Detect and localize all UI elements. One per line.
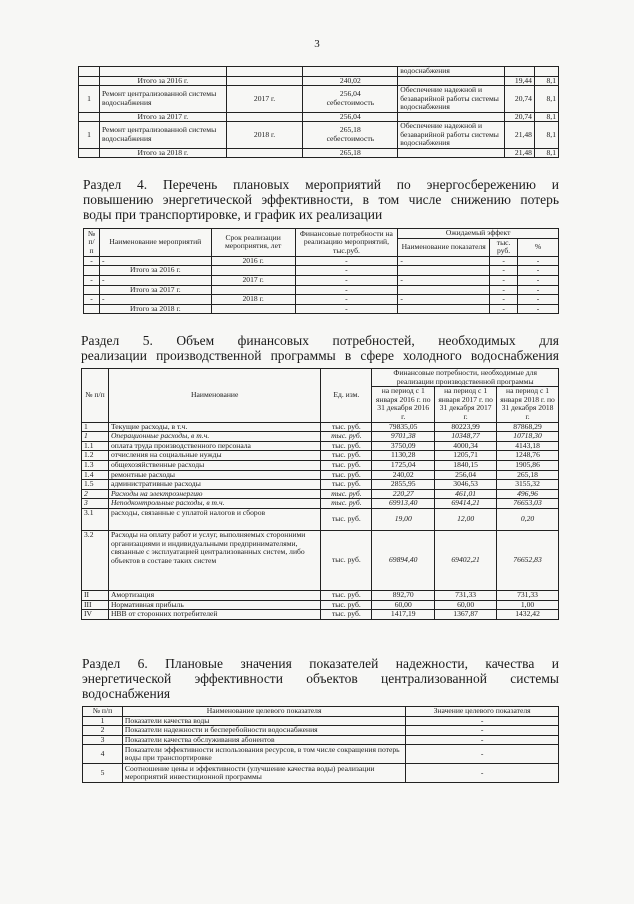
table-cell: -	[84, 295, 100, 305]
table-cell: тыс. руб.	[321, 470, 372, 480]
table-cell: 8,1	[534, 112, 558, 122]
table-cell: 8,1	[534, 76, 558, 86]
col-header: Ед. изм.	[321, 369, 372, 423]
table-cell: Амортизация	[108, 590, 320, 600]
section4-line: воды при транспортировке, и график их реализации	[83, 207, 383, 222]
table-cell: -	[406, 716, 559, 726]
table-cell: 240,02	[372, 470, 435, 480]
col-header: Срок реализации мероприятия, лет	[211, 229, 295, 257]
table-row	[84, 266, 559, 276]
table-cell: 1	[82, 422, 109, 432]
table-cell: 80223,99	[435, 422, 497, 432]
table-cell: -	[398, 275, 490, 285]
table-cell: -	[295, 266, 398, 276]
table-cell	[79, 112, 100, 122]
table-cell	[226, 112, 303, 122]
table-cell: Текущие расходы, в т.ч.	[108, 422, 320, 432]
table-cell: 9701,38	[372, 432, 435, 442]
table-row	[83, 764, 559, 783]
table-cell: Ремонт централизованной системы водоснабжения	[99, 122, 226, 149]
section5-line: Раздел 5. Объем финансовых потребностей, необходимых для	[81, 333, 559, 348]
table-cell: Операционные расходы, в т.ч.	[108, 432, 320, 442]
col-header: Финансовые потребности, необходимые для реализации производственной программы	[372, 369, 559, 387]
table-cell: 731,33	[497, 590, 559, 600]
table-cell: Расходы на электроэнергию	[108, 489, 320, 499]
table-cell: 4000,34	[435, 441, 497, 451]
table-cell: -	[518, 256, 559, 266]
cost-value: 256,04	[339, 89, 361, 99]
table-cell: 1840,15	[435, 460, 497, 470]
table-cell: 1725,04	[372, 460, 435, 470]
table-row	[83, 735, 559, 745]
table-cell: 76652,83	[497, 530, 559, 590]
section6-line: водоснабжения	[82, 686, 171, 701]
table-cell	[303, 122, 398, 149]
table-cell: 69894,40	[372, 530, 435, 590]
table-cell: 69913,40	[372, 499, 435, 509]
table-cell	[79, 148, 100, 158]
table-cell: Показатели эффективности использования ресурсов, в том числе сокращения потерь воды при транспортировке	[122, 745, 405, 764]
page-number: 3	[314, 38, 320, 50]
table-cell: Нормативная прибыль	[108, 600, 320, 610]
cost-note: себестоимость	[326, 133, 375, 143]
table-cell: 4	[83, 745, 123, 764]
table-cell: II	[82, 590, 109, 600]
table-cell: -	[99, 256, 211, 266]
table-cell: тыс. руб.	[321, 451, 372, 461]
table-cell: 2017 г.	[211, 275, 295, 285]
table-cell: НВВ от сторонних потребителей	[108, 610, 320, 620]
table-cell: 12,00	[435, 508, 497, 530]
table-cell: 1248,76	[497, 451, 559, 461]
table-cell: 265,18	[303, 148, 398, 158]
section4-heading	[83, 177, 559, 222]
col-header: № п/ п	[84, 229, 100, 257]
table-cell: 3	[83, 735, 123, 745]
table-cell: 220,27	[372, 489, 435, 499]
table-cell: 8,1	[534, 148, 558, 158]
table-row	[82, 480, 559, 490]
table-cell: -	[99, 275, 211, 285]
table-cell: 2	[82, 489, 109, 499]
table-cell: 3.2	[82, 530, 109, 590]
table-cell	[79, 76, 100, 86]
table-cell: тыс. руб.	[321, 441, 372, 451]
table-cell: -	[518, 285, 559, 295]
table-cell: 1130,28	[372, 451, 435, 461]
table-cell: 1417,19	[372, 610, 435, 620]
table-row	[84, 285, 559, 295]
col-header: Наименование показателя	[398, 238, 490, 256]
section6-heading	[82, 656, 559, 701]
cost-note: себестоимость	[326, 97, 375, 107]
table-cell	[84, 304, 100, 314]
table-cell: Показатели качества обслуживания абонентов	[122, 735, 405, 745]
table-row	[84, 295, 559, 305]
col-header: № п/п	[82, 369, 109, 423]
col-header: № п/п	[83, 707, 123, 717]
table-cell: 60,00	[435, 600, 497, 610]
table-cell: 19,44	[505, 76, 535, 86]
table-cell: 1.5	[82, 480, 109, 490]
table-cell: -	[518, 304, 559, 314]
table-cell: 69402,21	[435, 530, 497, 590]
table-cell: -	[490, 256, 518, 266]
section6-line: Раздел 6. Плановые значения показателей надежности, качества и	[82, 656, 559, 671]
table-row	[82, 460, 559, 470]
table-cell: тыс. руб.	[321, 489, 372, 499]
table-row	[82, 451, 559, 461]
table-cell: Показатели надежности и бесперебойности водоснабжения	[122, 726, 405, 736]
section4-line: Раздел 4. Перечень плановых мероприятий по энергосбережению и	[83, 177, 559, 192]
table-cell: Итого за 2018 г.	[99, 148, 226, 158]
table-cell: -	[84, 256, 100, 266]
section4-line: повышению энергетической эффективности, в том числе снижению потерь	[83, 192, 559, 207]
col-header: на период с 1 января 2016 г. по 31 декабря 2016 г.	[372, 387, 435, 422]
table-cell: -	[490, 266, 518, 276]
table-row	[83, 726, 559, 736]
table-cell: 1	[83, 716, 123, 726]
table-cell: административные расходы	[108, 480, 320, 490]
table-cell: 2018 г.	[226, 122, 303, 149]
table-cell: IV	[82, 610, 109, 620]
col-header: на период с 1 января 2017 г. по 31 декабря 2017 г.	[435, 387, 497, 422]
table-cell: 10348,77	[435, 432, 497, 442]
table-cell: 79835,05	[372, 422, 435, 432]
table-cell: 3750,09	[372, 441, 435, 451]
table-cell: 8,1	[534, 122, 558, 149]
table-cell: -	[398, 256, 490, 266]
table-cell: тыс. руб.	[321, 499, 372, 509]
table-cell: 1367,87	[435, 610, 497, 620]
table-cell: -	[406, 745, 559, 764]
table-cell: тыс. руб.	[321, 460, 372, 470]
table-cell: 1.4	[82, 470, 109, 480]
table-row	[84, 304, 559, 314]
table-row	[83, 745, 559, 764]
table-cell: Неподконтрольные расходы, в т.ч.	[108, 499, 320, 509]
table-cell: 731,33	[435, 590, 497, 600]
table-cell: -	[295, 304, 398, 314]
table-cell	[398, 148, 505, 158]
table-cell: Расходы на оплату работ и услуг, выполняемых сторонними организациями и индивидуальными предпринимателями, связанные с эксплуатацией централизованных систем, либо объектов в составе таких систем	[108, 530, 320, 590]
table-cell: Обеспечение надежной и безаварийной работы системы водоснабжения	[398, 122, 505, 149]
table-row	[79, 67, 559, 77]
table-cell: 240,02	[303, 76, 398, 86]
table-cell: Итого за 2016 г.	[99, 266, 211, 276]
table-cell: 21,48	[505, 122, 535, 149]
col-header: Наименование	[108, 369, 320, 423]
table-cell: 69414,21	[435, 499, 497, 509]
table-cell: 2016 г.	[211, 256, 295, 266]
table-cell	[303, 86, 398, 113]
table-cell: -	[490, 285, 518, 295]
table-cell: -	[518, 266, 559, 276]
table-cell	[505, 67, 535, 77]
col-header: на период с 1 января 2018 г. по 31 декабря 2018 г.	[497, 387, 559, 422]
table-cell: 20,74	[505, 86, 535, 113]
table-cell: ремонтные расходы	[108, 470, 320, 480]
table-cell: -	[406, 764, 559, 783]
table-cell: 1	[79, 86, 100, 113]
table-cell: Итого за 2017 г.	[99, 112, 226, 122]
section6-table	[82, 706, 559, 783]
table-row	[82, 499, 559, 509]
table-cell: -	[99, 295, 211, 305]
table-cell: Соотношение цены и эффективности (улучшение качества воды) реализации мероприятий инвестиционной программы	[122, 764, 405, 783]
table-row	[79, 122, 559, 149]
table-cell: расходы, связанные с уплатой налогов и сборов	[108, 508, 320, 530]
section5-heading	[81, 333, 559, 363]
table-cell: 3046,53	[435, 480, 497, 490]
table-cell: тыс. руб.	[321, 530, 372, 590]
table-cell: 5	[83, 764, 123, 783]
table-cell: -	[295, 285, 398, 295]
table-cell: 19,00	[372, 508, 435, 530]
table-cell: оплата труда производственного персонала	[108, 441, 320, 451]
col-header: %	[518, 238, 559, 256]
table-cell	[226, 67, 303, 77]
table-cell: -	[490, 275, 518, 285]
table-cell: 256,04	[303, 112, 398, 122]
table-cell: -	[518, 295, 559, 305]
table-cell: 87868,29	[497, 422, 559, 432]
col-header: Наименование мероприятий	[99, 229, 211, 257]
table-cell: -	[295, 256, 398, 266]
table-cell: -	[490, 304, 518, 314]
table-cell: Ремонт централизованной системы водоснабжения	[99, 86, 226, 113]
col-header: Ожидаемый эффект	[398, 229, 559, 239]
col-header: Финансовые потребности на реализацию мероприятий, тыс.руб.	[295, 229, 398, 257]
table-cell: -	[295, 295, 398, 305]
table-cell: Итого за 2017 г.	[99, 285, 211, 295]
table-cell	[99, 67, 226, 77]
table-cell: 10718,30	[497, 432, 559, 442]
table-cell	[398, 266, 490, 276]
table-cell: 1205,71	[435, 451, 497, 461]
table-cell	[398, 304, 490, 314]
table-cell: -	[84, 275, 100, 285]
table-cell: 1	[79, 122, 100, 149]
table-cell: Итого за 2016 г.	[99, 76, 226, 86]
table-cell	[226, 76, 303, 86]
table-cell: тыс. руб.	[321, 480, 372, 490]
table-cell: -	[518, 275, 559, 285]
table-cell: 21,48	[505, 148, 535, 158]
table-cell: -	[406, 735, 559, 745]
table-row	[82, 508, 559, 530]
table-row	[79, 148, 559, 158]
table-cell: -	[398, 295, 490, 305]
table-cell: тыс. руб.	[321, 600, 372, 610]
table-cell: Показатели качества воды	[122, 716, 405, 726]
table-cell: -	[490, 295, 518, 305]
table-cell: 2	[83, 726, 123, 736]
table-cell: отчисления на социальные нужды	[108, 451, 320, 461]
table-cell	[398, 285, 490, 295]
table-cell: 2018 г.	[211, 295, 295, 305]
table-cell: 496,96	[497, 489, 559, 499]
table-cell: тыс. руб.	[321, 422, 372, 432]
cost-value: 265,18	[339, 125, 361, 135]
table-row	[79, 112, 559, 122]
table-cell: 1432,42	[497, 610, 559, 620]
table-cell: 1905,86	[497, 460, 559, 470]
table-row	[79, 76, 559, 86]
table-cell: тыс. руб.	[321, 610, 372, 620]
table-row	[82, 590, 559, 600]
table-row	[79, 86, 559, 113]
table-cell: общехозяйственные расходы	[108, 460, 320, 470]
table-cell: 2017 г.	[226, 86, 303, 113]
table-cell: 0,20	[497, 508, 559, 530]
table-cell: 1,00	[497, 600, 559, 610]
col-header: тыс. руб.	[490, 238, 518, 256]
table-cell	[534, 67, 558, 77]
top-table	[78, 66, 559, 158]
table-cell: Итого за 2018 г.	[99, 304, 211, 314]
table-cell: -	[295, 275, 398, 285]
table-cell: 256,04	[435, 470, 497, 480]
table-cell: -	[406, 726, 559, 736]
table-cell: 76653,03	[497, 499, 559, 509]
table-cell: 892,70	[372, 590, 435, 600]
table-cell: 20,74	[505, 112, 535, 122]
table-cell: тыс. руб.	[321, 508, 372, 530]
section5-table	[81, 368, 559, 620]
table-cell: 3	[82, 499, 109, 509]
table-cell: 3.1	[82, 508, 109, 530]
table-cell: тыс. руб.	[321, 590, 372, 600]
table-row	[82, 530, 559, 590]
table-cell	[303, 67, 398, 77]
table-row	[84, 275, 559, 285]
table-cell: 1.3	[82, 460, 109, 470]
table-cell: 60,00	[372, 600, 435, 610]
table-cell: Обеспечение надежной и безаварийной работы системы водоснабжения	[398, 86, 505, 113]
table-row	[82, 432, 559, 442]
table-cell	[211, 304, 295, 314]
section4-table	[83, 228, 559, 314]
section5-line: реализации производственной программы в сфере холодного водоснабжения	[81, 348, 559, 363]
table-row	[82, 610, 559, 620]
table-cell: 3155,32	[497, 480, 559, 490]
table-cell: 265,18	[497, 470, 559, 480]
table-cell: водоснабжения	[398, 67, 505, 77]
table-cell: 2855,95	[372, 480, 435, 490]
table-cell: 1.2	[82, 451, 109, 461]
col-header: Значение целевого показателя	[406, 707, 559, 717]
table-cell	[226, 148, 303, 158]
table-cell	[79, 67, 100, 77]
table-cell: тыс. руб.	[321, 432, 372, 442]
table-cell: 1	[82, 432, 109, 442]
section6-line: энергетической эффективности объектов централизованной системы	[82, 671, 559, 686]
table-cell: 1.1	[82, 441, 109, 451]
table-cell: 4143,18	[497, 441, 559, 451]
col-header: Наименование целевого показателя	[122, 707, 405, 717]
table-cell: III	[82, 600, 109, 610]
table-cell: 8,1	[534, 86, 558, 113]
table-cell: 461,01	[435, 489, 497, 499]
